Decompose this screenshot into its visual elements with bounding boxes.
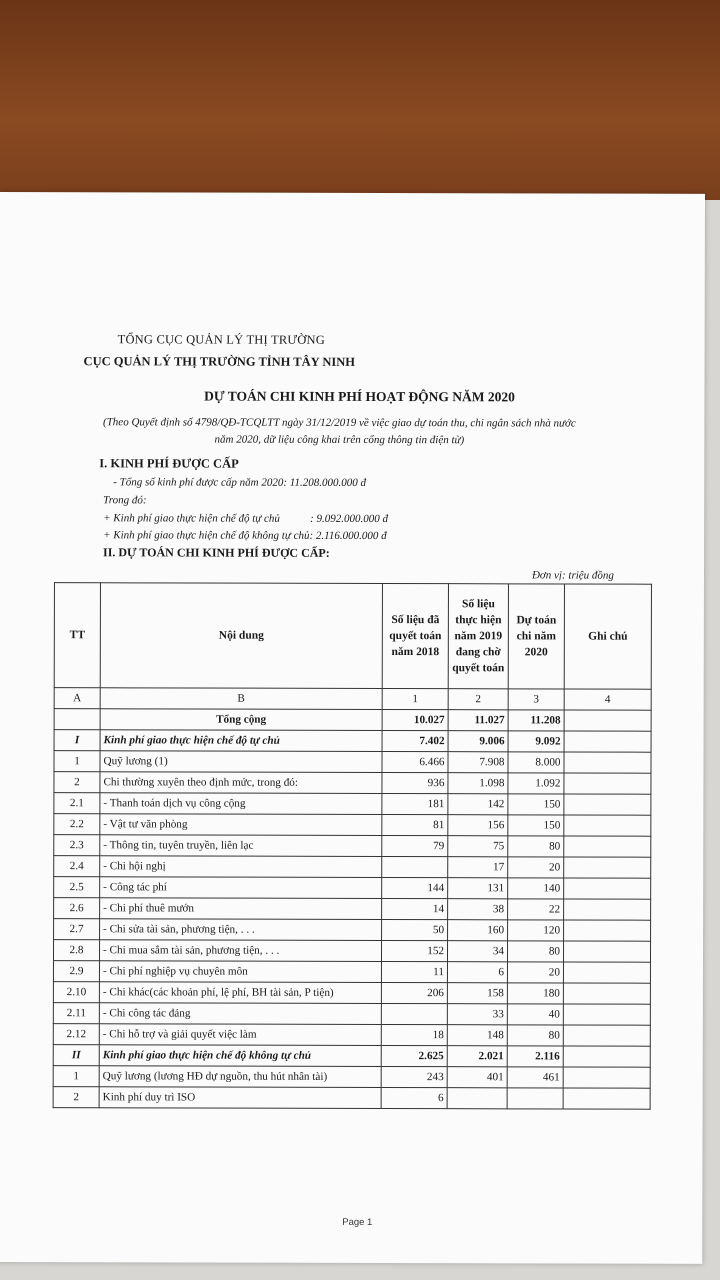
value-2019: 34 [447, 941, 507, 962]
row-note [563, 1088, 650, 1109]
row-number: 2.11 [53, 1003, 99, 1024]
value-2020: 40 [507, 1004, 563, 1025]
row-content: - Công tác phí [100, 877, 382, 899]
table-row [53, 961, 650, 984]
value-2020: 20 [508, 857, 564, 878]
value-2018: 81 [382, 815, 448, 836]
value-2018: 206 [381, 983, 447, 1004]
row-number: 2.2 [54, 814, 100, 835]
row-number: II [53, 1045, 99, 1066]
value-2019: 401 [447, 1067, 507, 1088]
total-funding-line: - Tổng số kinh phí được cấp năm 2020: 11.208.000.000 đ [113, 476, 366, 489]
row-number [54, 709, 100, 730]
header-estimate-2020: Dự toán chi năm 2020 [508, 584, 564, 689]
row-note [563, 983, 650, 1004]
table-row [54, 751, 651, 774]
table-row [53, 1024, 650, 1047]
wooden-background [0, 0, 720, 200]
value-2018 [382, 857, 448, 878]
value-2019: 156 [448, 815, 508, 836]
row-number: 2.9 [53, 961, 99, 982]
row-number: 2 [53, 1087, 99, 1108]
parent-organization: TỔNG CỤC QUẢN LÝ THỊ TRƯỜNG [117, 332, 325, 347]
table-row [53, 940, 650, 963]
row-number: 2.1 [54, 793, 100, 814]
value-2019: 7.908 [448, 752, 508, 773]
value-2018: 181 [382, 794, 448, 815]
row-note [564, 731, 651, 752]
value-2018: 6.466 [382, 752, 448, 773]
col-index-2: 2 [448, 689, 508, 710]
row-number: 2.8 [53, 940, 99, 961]
value-2018: 2.625 [381, 1046, 447, 1067]
row-note [563, 962, 650, 983]
row-number: 2.3 [54, 835, 100, 856]
row-note [563, 1025, 650, 1046]
value-2019: 1.098 [448, 773, 508, 794]
table-row [54, 919, 651, 942]
value-2020: 80 [507, 1025, 563, 1046]
value-2018 [381, 1004, 447, 1025]
row-note [564, 857, 651, 878]
row-note [564, 710, 651, 731]
row-content: - Chi mua sắm tài sản, phương tiện, . . . [99, 940, 381, 962]
value-2020: 11.208 [508, 710, 564, 731]
row-content: Kinh phí giao thực hiện chế độ tự chủ [100, 730, 382, 752]
value-2018: 144 [382, 878, 448, 899]
row-content: Kinh phí duy trì ISO [99, 1087, 381, 1109]
header-notes: Ghi chú [564, 584, 651, 689]
row-note [564, 752, 651, 773]
row-note [564, 836, 651, 857]
row-content: - Thanh toán dịch vụ công cộng [100, 793, 382, 815]
row-number: 2.12 [53, 1024, 99, 1045]
row-note [564, 920, 651, 941]
row-number: 2.5 [54, 877, 100, 898]
unit-label: Đơn vị: triệu đồng [531, 569, 614, 582]
row-content: - Chi công tác đảng [99, 1003, 381, 1025]
row-content: - Chi hội nghị [100, 856, 382, 878]
value-2019: 75 [448, 836, 508, 857]
row-content: - Thông tin, tuyên truyền, liên lạc [100, 835, 382, 857]
table-row [54, 772, 651, 795]
value-2020: 8.000 [508, 752, 564, 773]
col-index-3: 3 [508, 689, 564, 710]
header-tt: TT [54, 583, 100, 688]
page-number: Page 1 [342, 1216, 373, 1228]
value-2020: 150 [508, 815, 564, 836]
value-2018: 14 [382, 899, 448, 920]
value-2019 [447, 1088, 507, 1109]
table-row [53, 1045, 650, 1068]
value-2018: 11 [381, 962, 447, 983]
value-2019: 33 [447, 1004, 507, 1025]
value-2019: 160 [448, 920, 508, 941]
row-number: 2.6 [54, 898, 100, 919]
value-2020: 80 [507, 941, 563, 962]
table-row [54, 877, 651, 900]
document-page [0, 192, 705, 1264]
budget-table [53, 582, 652, 1110]
value-2019: 11.027 [448, 710, 508, 731]
row-note [564, 878, 651, 899]
value-2020 [507, 1088, 563, 1109]
table-row [54, 898, 651, 921]
value-2018: 6 [381, 1088, 447, 1109]
row-content: - Chi phí thuê mướn [100, 898, 382, 920]
row-content: Quỹ lương (lương HĐ dự nguồn, thu hút nhân tài) [99, 1066, 381, 1088]
value-2019: 2.021 [447, 1046, 507, 1067]
row-note [564, 794, 651, 815]
header-actual-2019: Số liệu thực hiện năm 2019 đang chờ quyết toán [448, 584, 508, 689]
table-row [54, 856, 651, 879]
row-content: Kinh phí giao thực hiện chế độ không tự chủ [99, 1045, 381, 1067]
value-2020: 22 [508, 899, 564, 920]
row-number: 1 [54, 751, 100, 772]
row-content: - Vật tư văn phòng [100, 814, 382, 836]
value-2020: 1.092 [508, 773, 564, 794]
row-content: - Chi phí nghiệp vụ chuyên môn [99, 961, 381, 983]
row-note [563, 1067, 650, 1088]
value-2018: 50 [382, 920, 448, 941]
organization-name: CỤC QUẢN LÝ THỊ TRƯỜNG TỈNH TÂY NINH [83, 354, 356, 369]
row-content: Chi thường xuyên theo định mức, trong đó: [100, 772, 382, 794]
value-2019: 148 [447, 1025, 507, 1046]
value-2020: 140 [508, 878, 564, 899]
value-2019: 9.006 [448, 731, 508, 752]
column-index-row [54, 688, 651, 711]
value-2018: 936 [382, 773, 448, 794]
table-header-row [54, 583, 651, 690]
col-index-a: A [54, 688, 100, 709]
row-number: 2.4 [54, 856, 100, 877]
value-2018: 7.402 [382, 731, 448, 752]
col-index-4: 4 [564, 689, 651, 710]
non-autonomous-funding-line: + Kinh phí giao thực hiện chế độ không tự chủ: 2.116.000.000 đ [103, 529, 387, 543]
document-subtitle: (Theo Quyết định số 4798/QĐ-TCQLTT ngày 31/12/2019 về việc giao dự toán thu, chi ngân sách nhà nước năm 2020, dữ liệu công khai trên cổng thông tin điện tử) [103, 416, 576, 447]
value-2018: 243 [381, 1067, 447, 1088]
autonomous-funding-line: + Kinh phí giao thực hiện chế độ tự chủ : 9.092.000.000 đ [103, 512, 389, 526]
table-row [53, 982, 650, 1005]
value-2019: 158 [447, 983, 507, 1004]
table-row [54, 709, 651, 732]
value-2019: 131 [448, 878, 508, 899]
header-settled-2018: Số liệu đã quyết toán năm 2018 [382, 584, 448, 689]
table-row [53, 1066, 650, 1089]
table-row [54, 793, 651, 816]
document-title: DỰ TOÁN CHI KINH PHÍ HOẠT ĐỘNG NĂM 2020 [204, 388, 515, 405]
value-2020: 9.092 [508, 731, 564, 752]
row-note [563, 1046, 650, 1067]
value-2020: 120 [508, 920, 564, 941]
value-2020: 2.116 [507, 1046, 563, 1067]
value-2018: 18 [381, 1025, 447, 1046]
value-2019: 17 [448, 857, 508, 878]
row-note [563, 941, 650, 962]
row-number: 2.10 [53, 982, 99, 1003]
table-row [53, 1087, 650, 1110]
table-row [54, 814, 651, 837]
row-number: 1 [53, 1066, 99, 1087]
row-content: Quỹ lương (1) [100, 751, 382, 773]
value-2018: 10.027 [382, 710, 448, 731]
section-1-heading: I. KINH PHÍ ĐƯỢC CẤP [99, 456, 239, 471]
table-row [53, 1003, 650, 1026]
table-row [54, 730, 651, 753]
value-2020: 150 [508, 794, 564, 815]
section-2-heading: II. DỰ TOÁN CHI KINH PHÍ ĐƯỢC CẤP: [103, 545, 330, 560]
value-2020: 461 [507, 1067, 563, 1088]
value-2018: 79 [382, 836, 448, 857]
value-2020: 180 [507, 983, 563, 1004]
row-number: 2 [54, 772, 100, 793]
row-content: - Chi sửa tài sản, phương tiện, . . . [100, 919, 382, 941]
value-2020: 20 [507, 962, 563, 983]
value-2019: 38 [448, 899, 508, 920]
col-index-b: B [100, 688, 382, 710]
row-number: I [54, 730, 100, 751]
row-content: - Chi hỗ trợ và giải quyết việc làm [99, 1024, 381, 1046]
row-number: 2.7 [54, 919, 100, 940]
row-note [563, 1004, 650, 1025]
row-note [564, 899, 651, 920]
row-content: - Chi khác(các khoản phí, lệ phí, BH tài sản, P tiện) [99, 982, 381, 1004]
value-2018: 152 [381, 941, 447, 962]
value-2020: 80 [508, 836, 564, 857]
header-content: Nội dung [100, 583, 382, 689]
table-row [54, 835, 651, 858]
trong-do-label: Trong đó: [103, 494, 147, 507]
row-note [564, 773, 651, 794]
value-2019: 6 [447, 962, 507, 983]
col-index-1: 1 [382, 689, 448, 710]
value-2019: 142 [448, 794, 508, 815]
row-content: Tổng cộng [100, 709, 382, 731]
row-note [564, 815, 651, 836]
